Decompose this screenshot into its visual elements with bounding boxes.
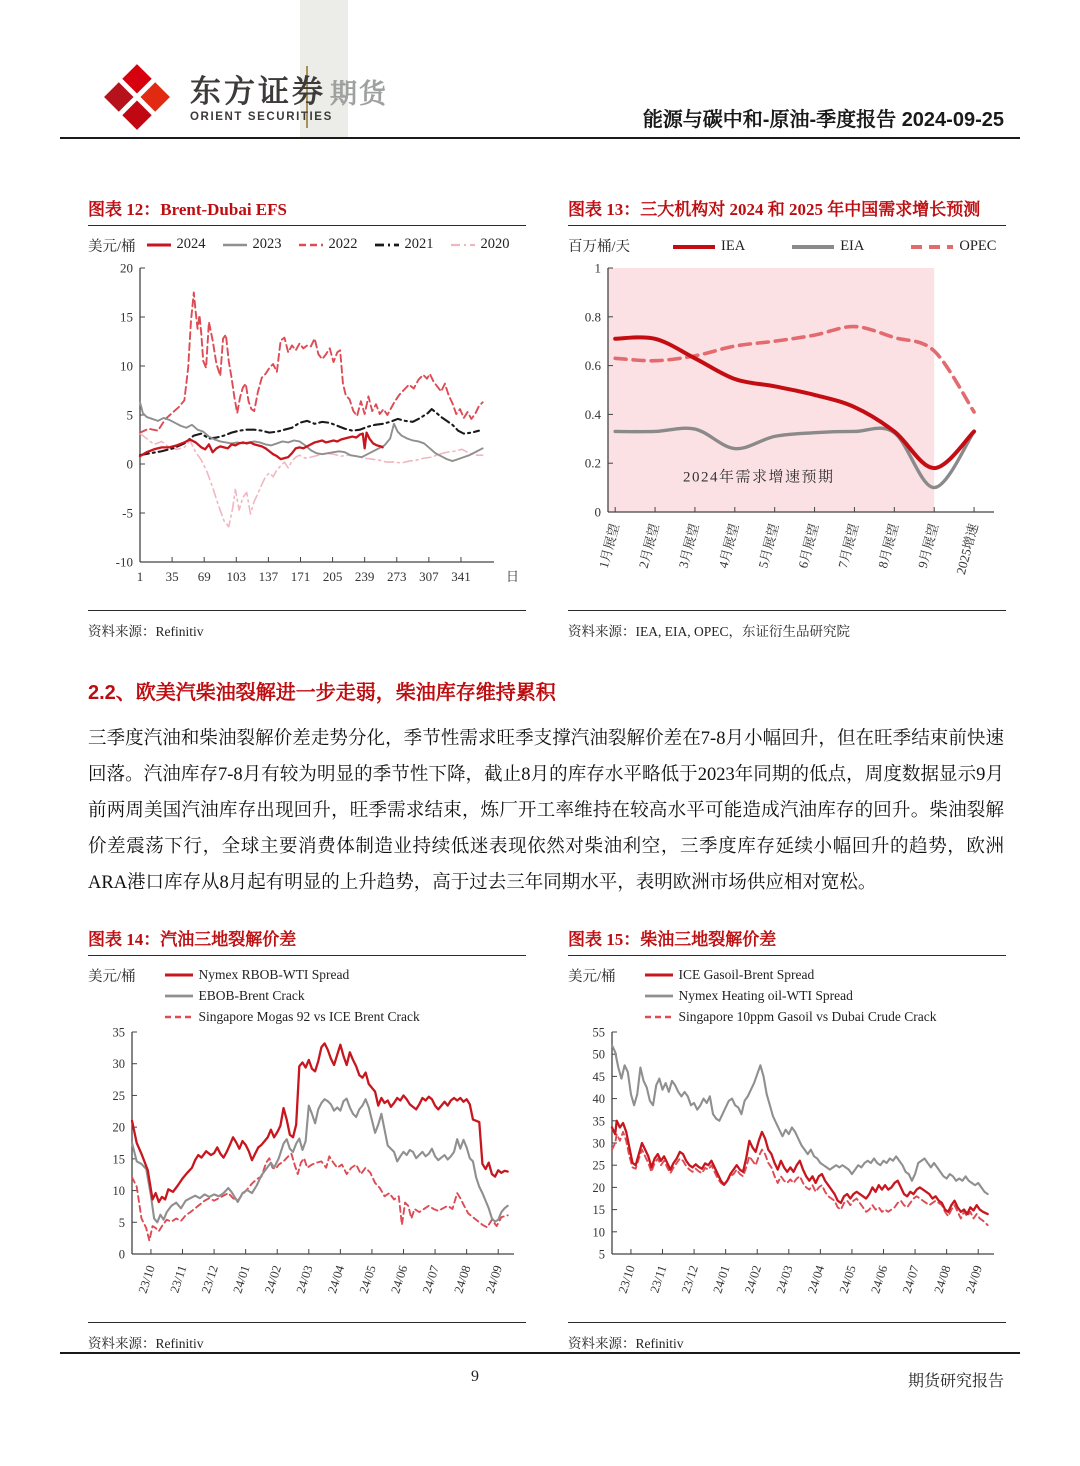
legend-swatch-icon xyxy=(164,1012,194,1022)
legend-item xyxy=(672,237,745,256)
figure-14-canvas xyxy=(88,1026,526,1316)
series-nymex-rbob-wti-spread xyxy=(132,1043,508,1202)
legend-label: OPEC xyxy=(959,238,997,254)
main-content xyxy=(0,139,1080,1352)
y-tick-label: 40 xyxy=(592,1092,605,1107)
x-tick-label: 24/04 xyxy=(805,1263,828,1296)
figure-15-source: 资料来源：Refinitiv xyxy=(568,1322,1006,1352)
series-2023 xyxy=(140,402,483,461)
legend-swatch-icon xyxy=(374,240,400,250)
report-title: 能源与碳中和-原油-季度报告 2024-09-25 xyxy=(642,109,1004,131)
x-tick-label: 24/02 xyxy=(741,1263,765,1296)
y-tick-label: 25 xyxy=(112,1088,125,1103)
legend-label: ICE Gasoil-Brent Spread xyxy=(678,967,815,982)
legend-swatch-icon xyxy=(146,240,172,250)
x-tick-label: 24/08 xyxy=(931,1263,954,1296)
orient-securities-logo-icon xyxy=(98,58,176,141)
figure-15-chart xyxy=(568,1026,1006,1316)
page-number: 9 xyxy=(471,1368,479,1385)
figure-13-unit-label: 百万桶/天 xyxy=(568,239,631,255)
legend-swatch-icon xyxy=(644,970,674,980)
y-tick-label: 0 xyxy=(126,456,133,472)
figure-13-canvas xyxy=(568,256,1006,604)
section-paragraph: 三季度汽油和柴油裂解价差走势分化，季节性需求旺季支撑汽油裂解价差在7-8月小幅回升，但在旺季结束前快速回落。汽油库存7-8月有较为明显的季节性下降，截止8月的库存水平略低于2023年同期的低点，周度数据显示9月前两周美国汽油库存出现回升，旺季需求结束，炼厂开工率维持在较高水平可能造成汽油库存的回升。柴油裂解价差震荡下行，全球主要消费体制造业持续低迷表现依然对柴油利空，三季度库存延续小幅回升的趋势，欧洲ARA港口库存从8月起有明显的上升趋势，高于过去三年同期水平，表明欧洲市场供应相对宽松。 xyxy=(88,729,1004,893)
series-nymex-heating-oil-wti-spread xyxy=(612,1045,988,1194)
legend-swatch-icon xyxy=(164,970,194,980)
x-tick-label: 24/05 xyxy=(836,1263,859,1296)
legend-swatch-icon xyxy=(910,242,954,252)
y-tick-label: 50 xyxy=(592,1047,605,1062)
x-tick-label: 24/05 xyxy=(356,1263,379,1296)
figure-14-title: 图表 14：汽油三地裂解价差 xyxy=(88,925,526,956)
y-tick-label: 45 xyxy=(592,1069,605,1084)
x-tick-label: 23/10 xyxy=(615,1263,638,1296)
figure-12-unit-label: 美元/桶 xyxy=(88,239,136,255)
y-tick-label: 20 xyxy=(120,260,133,276)
x-tick-label: 24/09 xyxy=(962,1263,986,1296)
figure-14-source: 资料来源：Refinitiv xyxy=(88,1322,526,1352)
series-2020 xyxy=(140,434,483,527)
x-tick-label: 4月展望 xyxy=(715,521,742,570)
legend-label: 2024 xyxy=(176,236,206,252)
legend-label: 2022 xyxy=(328,236,358,252)
y-tick-label: 10 xyxy=(112,1184,125,1199)
x-tick-label: 23/12 xyxy=(198,1263,221,1296)
series-singapore-mogas-92-vs-ice-brent-crack xyxy=(132,1154,508,1241)
legend-label: 2023 xyxy=(252,236,282,252)
x-tick-label: 7月展望 xyxy=(835,521,862,570)
figure-12-chart xyxy=(88,256,526,604)
figure-14 xyxy=(88,925,526,1352)
legend-item xyxy=(146,235,206,254)
figure-15 xyxy=(568,925,1006,1352)
x-tick-label: 24/04 xyxy=(325,1263,348,1296)
x-tick-label: 8月展望 xyxy=(874,521,902,570)
figure-14-chart xyxy=(88,1026,526,1316)
y-tick-label: -5 xyxy=(122,505,133,521)
figure-15-canvas xyxy=(568,1026,1006,1316)
y-tick-label: 25 xyxy=(592,1158,605,1173)
y-tick-label: -10 xyxy=(115,554,133,570)
legend-item xyxy=(164,965,350,984)
x-tick-label: 24/08 xyxy=(451,1263,474,1296)
x-tick-label: 341 xyxy=(451,569,471,584)
x-tick-label: 1 xyxy=(136,569,144,584)
legend-swatch-icon xyxy=(791,242,835,252)
x-tick-label: 24/07 xyxy=(419,1263,442,1296)
brand-name-en: ORIENT SECURITIES xyxy=(190,110,333,123)
legend-label: EIA xyxy=(840,238,865,254)
y-tick-label: 10 xyxy=(592,1225,605,1240)
x-tick-label: 35 xyxy=(165,569,179,584)
legend-label: IEA xyxy=(721,238,746,254)
legend-item xyxy=(164,986,305,1005)
y-tick-label: 30 xyxy=(592,1136,605,1151)
y-tick-label: 15 xyxy=(120,309,133,325)
y-tick-label: 20 xyxy=(112,1120,125,1135)
y-tick-label: 10 xyxy=(120,358,133,374)
x-tick-label: 24/09 xyxy=(482,1263,506,1296)
figure-15-title: 图表 15：柴油三地裂解价差 xyxy=(568,925,1006,956)
y-tick-label: 0 xyxy=(594,504,601,520)
legend-item xyxy=(374,235,434,254)
x-tick-label: 24/07 xyxy=(899,1263,922,1296)
x-tick-label: 24/01 xyxy=(230,1263,253,1296)
y-tick-label: 5 xyxy=(126,407,133,423)
legend-item xyxy=(222,235,282,254)
legend-swatch-icon xyxy=(450,240,476,250)
figure-13 xyxy=(568,195,1006,640)
legend-item xyxy=(910,237,996,256)
figure-14-legend xyxy=(164,965,420,1026)
legend-swatch-icon xyxy=(222,240,248,250)
y-tick-label: 15 xyxy=(592,1203,605,1218)
series-ebob-brent-crack xyxy=(132,1099,508,1223)
y-tick-label: 0.8 xyxy=(584,309,601,325)
figure-12-title: 图表 12：Brent-Dubai EFS xyxy=(88,195,526,226)
legend-item xyxy=(791,237,864,256)
legend-swatch-icon xyxy=(644,1012,674,1022)
legend-swatch-icon xyxy=(644,991,674,1001)
x-tick-label: 205 xyxy=(322,569,343,584)
x-tick-label: 5月展望 xyxy=(755,521,782,570)
figure-14-unit-label: 美元/桶 xyxy=(88,969,136,985)
legend-item xyxy=(298,235,358,254)
y-tick-label: 1 xyxy=(594,260,601,276)
department-label: 期货 xyxy=(330,79,388,109)
legend-swatch-icon xyxy=(164,991,194,1001)
y-tick-label: 30 xyxy=(112,1057,125,1072)
x-tick-label: 239 xyxy=(354,569,375,584)
legend-label: Singapore 10ppm Gasoil vs Dubai Crude Crack xyxy=(678,1009,937,1024)
legend-label: 2021 xyxy=(404,236,434,252)
figure-12-source: 资料来源：Refinitiv xyxy=(88,610,526,640)
x-tick-label: 2月展望 xyxy=(635,521,662,570)
legend-item xyxy=(164,1007,420,1026)
figure-13-chart xyxy=(568,256,1006,604)
legend-item xyxy=(644,986,853,1005)
legend-label: Nymex RBOB-WTI Spread xyxy=(198,967,350,982)
figure-13-source: 资料来源：IEA, EIA, OPEC，东证衍生品研究院 xyxy=(568,610,1006,640)
series-2022 xyxy=(140,293,483,433)
y-tick-label: 0.6 xyxy=(584,358,601,374)
x-tick-label: 273 xyxy=(387,569,407,584)
legend-label: Singapore Mogas 92 vs ICE Brent Crack xyxy=(198,1009,420,1024)
legend-item xyxy=(644,965,815,984)
figure-13-title: 图表 13：三大机构对 2024 和 2025 年中国需求增长预测 xyxy=(568,195,1006,226)
company-logo xyxy=(98,58,333,141)
figure-15-unit-label: 美元/桶 xyxy=(568,969,616,985)
y-tick-label: 15 xyxy=(112,1152,125,1167)
series-2024 xyxy=(140,433,383,459)
series-singapore-10ppm-gasoil-vs-dubai-crude-crack xyxy=(612,1132,988,1225)
y-tick-label: 0.2 xyxy=(584,455,601,471)
y-tick-label: 35 xyxy=(112,1026,125,1040)
legend-swatch-icon xyxy=(672,242,716,252)
x-axis-unit-label: 日 xyxy=(506,569,520,584)
x-tick-label: 3月展望 xyxy=(675,521,702,570)
x-tick-label: 2025增速 xyxy=(953,521,981,577)
x-tick-label: 23/11 xyxy=(167,1263,190,1295)
x-tick-label: 23/12 xyxy=(678,1263,701,1296)
x-tick-label: 24/06 xyxy=(388,1263,411,1296)
x-tick-label: 103 xyxy=(226,569,247,584)
y-tick-label: 35 xyxy=(592,1114,605,1129)
x-tick-label: 307 xyxy=(419,569,439,584)
x-tick-label: 24/06 xyxy=(868,1263,891,1296)
brand-name-cn: 东方证券 xyxy=(190,73,326,109)
figure-12-canvas xyxy=(88,256,526,604)
x-tick-label: 9月展望 xyxy=(914,521,942,570)
y-tick-label: 0.4 xyxy=(584,406,601,422)
x-tick-label: 24/03 xyxy=(293,1263,316,1296)
y-tick-label: 55 xyxy=(592,1026,605,1040)
x-tick-label: 24/02 xyxy=(261,1263,285,1296)
section-heading: 2.2、欧美汽柴油裂解进一步走弱，柴油库存维持累积 xyxy=(88,682,556,704)
x-tick-label: 137 xyxy=(258,569,279,584)
footer-label: 期货研究报告 xyxy=(907,1373,1004,1390)
x-tick-label: 6月展望 xyxy=(795,521,822,570)
chart-annotation: 2024年需求增速预期 xyxy=(682,469,835,486)
legend-item xyxy=(644,1007,937,1026)
y-tick-label: 5 xyxy=(598,1247,605,1262)
legend-label: 2020 xyxy=(480,236,510,252)
y-tick-label: 5 xyxy=(118,1215,125,1230)
y-tick-label: 0 xyxy=(118,1247,125,1262)
figure-15-legend xyxy=(644,965,937,1026)
figure-13-legend xyxy=(672,237,996,256)
legend-label: EBOB-Brent Crack xyxy=(198,988,305,1003)
footer-rule xyxy=(60,1352,1020,1354)
legend-item xyxy=(450,235,510,254)
x-tick-label: 69 xyxy=(197,569,211,584)
y-tick-label: 20 xyxy=(592,1180,605,1195)
x-tick-label: 23/11 xyxy=(647,1263,670,1295)
x-tick-label: 171 xyxy=(290,569,311,584)
figure-12 xyxy=(88,195,526,640)
x-tick-label: 24/03 xyxy=(773,1263,796,1296)
x-tick-label: 24/01 xyxy=(710,1263,733,1296)
x-tick-label: 1月展望 xyxy=(595,521,623,570)
legend-swatch-icon xyxy=(298,240,324,250)
x-tick-label: 23/10 xyxy=(135,1263,158,1296)
legend-label: Nymex Heating oil-WTI Spread xyxy=(678,988,853,1003)
figure-12-legend xyxy=(146,235,510,254)
